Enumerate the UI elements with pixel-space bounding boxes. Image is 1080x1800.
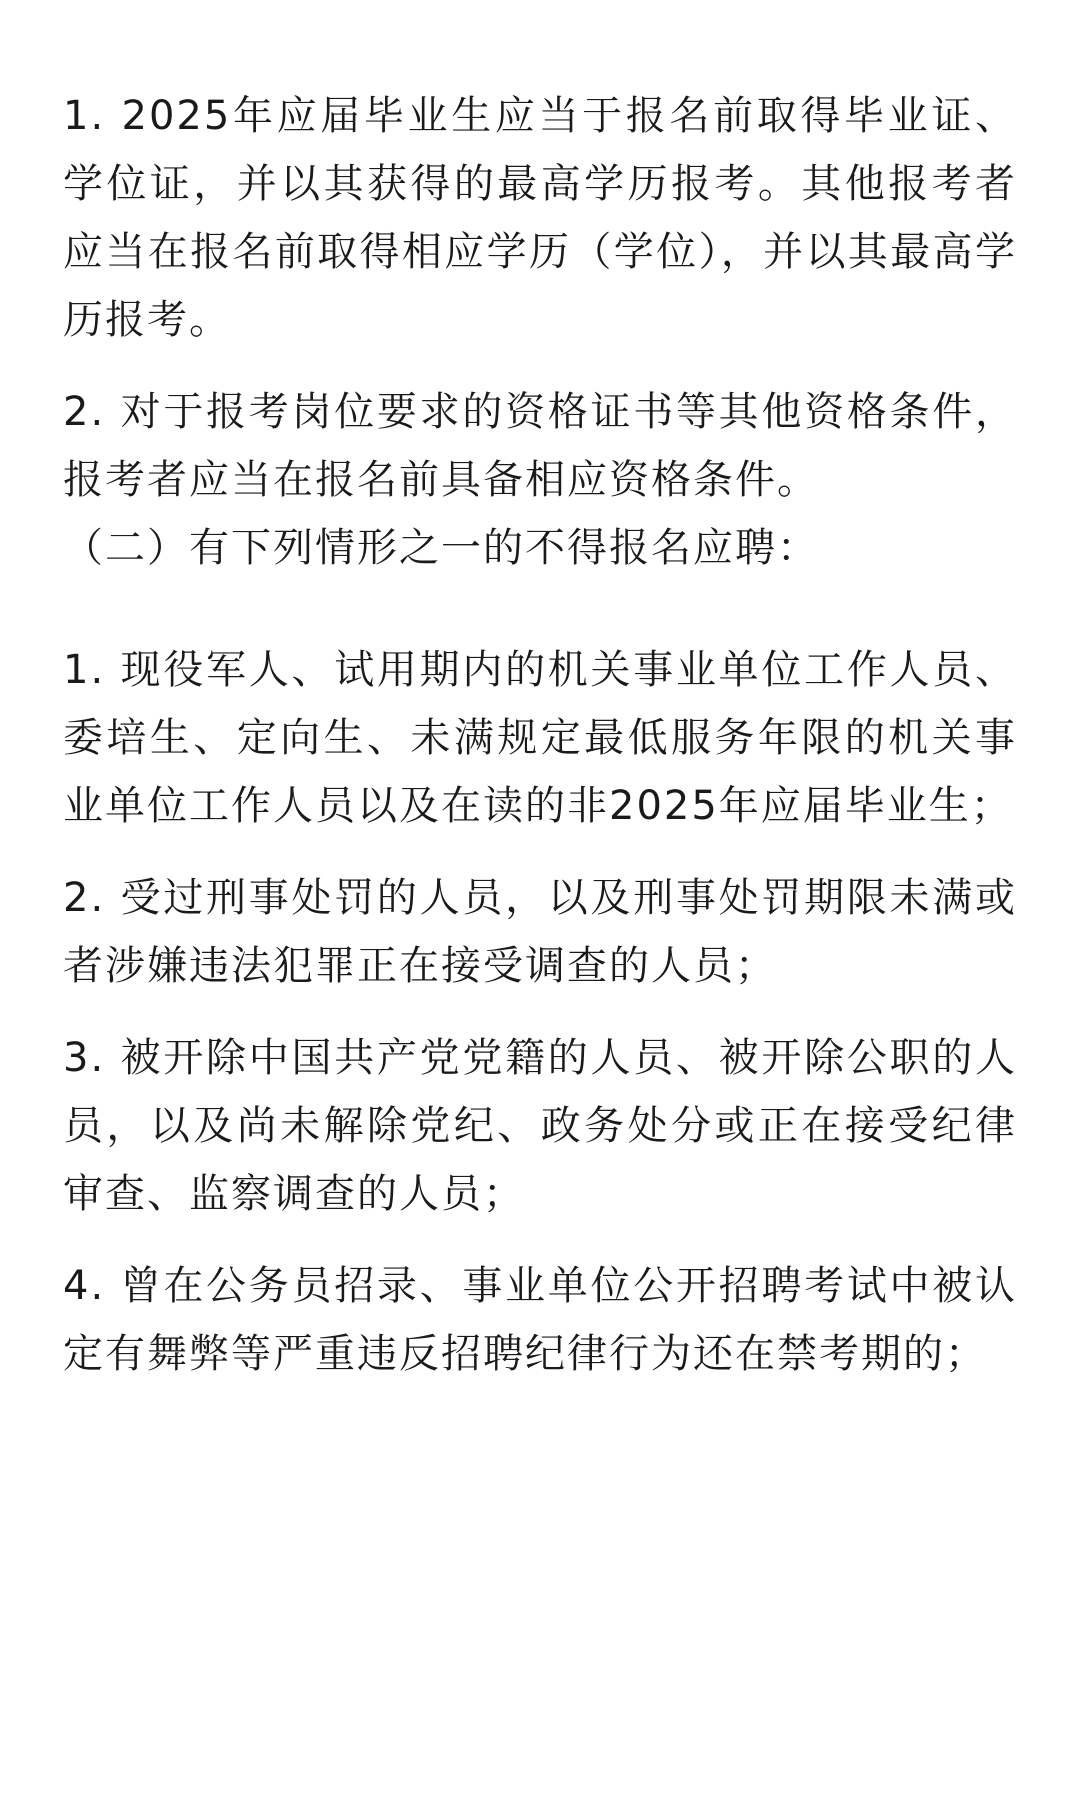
exclusion-item-1: 1. 现役军人、试用期内的机关事业单位工作人员、委培生、定向生、未满规定最低服务年限的机关事业单位工作人员以及在读的非2025年应届毕业生； bbox=[63, 647, 1017, 829]
section-heading: （二）有下列情形之一的不得报名应聘： bbox=[63, 525, 819, 571]
requirement-item-1: 1. 2025年应届毕业生应当于报名前取得毕业证、学位证，并以其获得的最高学历报考。其他报考者应当在报名前取得相应学历（学位），并以其最高学历报考。 bbox=[63, 93, 1017, 343]
exclusion-item-3: 3. 被开除中国共产党党籍的人员、被开除公职的人员，以及尚未解除党纪、政务处分或正在接受纪律审查、监察调查的人员； bbox=[63, 1035, 1017, 1217]
exclusion-item-2: 2. 受过刑事处罚的人员，以及刑事处罚期限未满或者涉嫌违法犯罪正在接受调查的人员； bbox=[63, 875, 1017, 989]
exclusion-item-4: 4. 曾在公务员招录、事业单位公开招聘考试中被认定有舞弊等严重违反招聘纪律行为还在禁考期的； bbox=[63, 1263, 1017, 1377]
requirement-item-2: 2. 对于报考岗位要求的资格证书等其他资格条件，报考者应当在报名前具备相应资格条件。 bbox=[63, 389, 1017, 503]
